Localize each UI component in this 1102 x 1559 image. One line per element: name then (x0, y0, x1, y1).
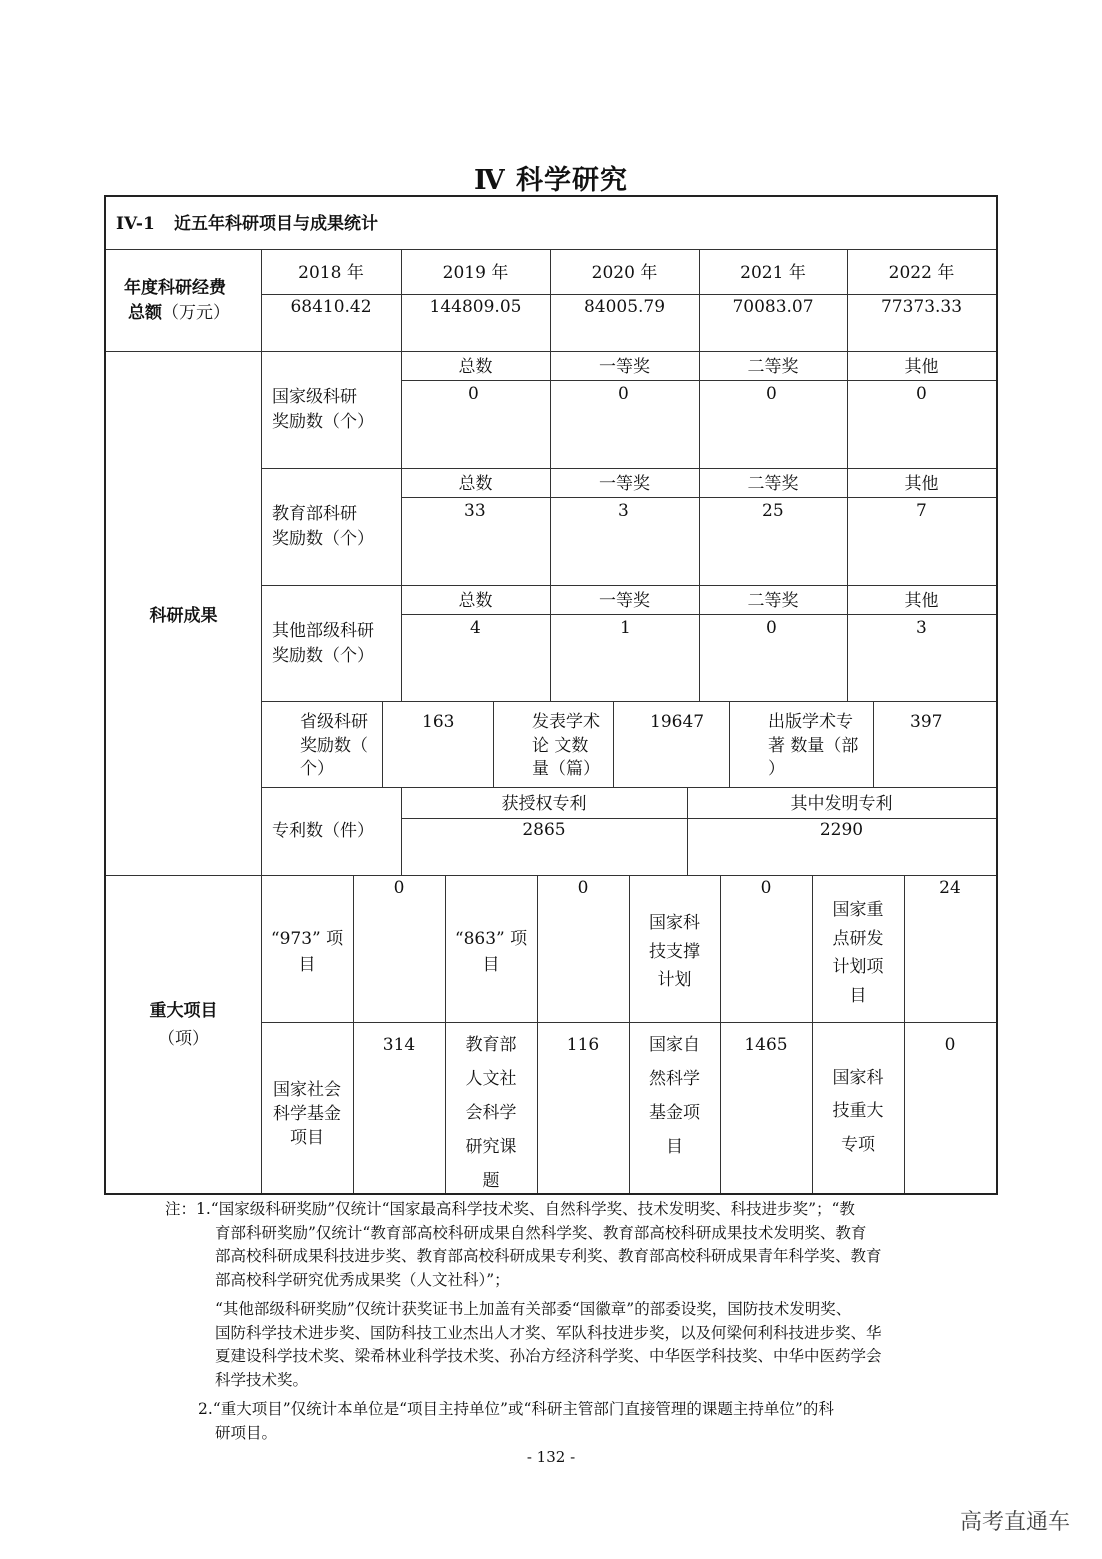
books-label: 著 数量（部 (768, 736, 859, 756)
social-science-value: 314 (382, 1035, 416, 1055)
col-header-other: 其他 (904, 591, 939, 611)
other-ministry-awards-label: 其他部级科研 (272, 621, 374, 641)
funding-value: 144809.05 (429, 297, 522, 317)
page-title: Ⅳ 科学研究 (473, 165, 629, 196)
funding-value: 84005.79 (583, 297, 666, 317)
col-header-other: 其他 (904, 474, 939, 494)
divider (493, 701, 494, 787)
year-2018: 2018 年 (298, 263, 364, 283)
ministry-first: 3 (618, 501, 629, 521)
divider (261, 787, 996, 788)
col-header-total: 总数 (458, 357, 493, 377)
tech-support-label: 国家科 (649, 913, 700, 933)
col-header-total: 总数 (458, 474, 493, 494)
tech-major-label: 技重大 (832, 1101, 884, 1121)
social-science-label: 国家社会 (273, 1080, 341, 1100)
moe-humanities-label: 教育部 (465, 1035, 517, 1055)
other-ministry-awards-label: 奖励数（个） (272, 646, 374, 666)
other-ministry-other: 3 (916, 618, 927, 638)
patents-granted-value: 2865 (522, 820, 566, 840)
project-973-value: 0 (393, 878, 405, 898)
notes (165, 1198, 945, 1445)
provincial-awards-label: 个） (300, 759, 334, 779)
project-973-label: 目 (298, 955, 316, 975)
national-total: 0 (468, 384, 479, 404)
national-second: 0 (766, 384, 777, 404)
project-863-label: “863” 项 (454, 929, 528, 949)
patents-granted-header: 获授权专利 (501, 794, 587, 814)
section-code: IV-1 (116, 214, 155, 234)
col-header-first: 一等奖 (599, 474, 650, 494)
papers-label: 论 文数 (532, 736, 589, 756)
books-label: ） (768, 759, 785, 779)
project-863-label: 目 (482, 955, 500, 975)
funding-value: 68410.42 (290, 297, 372, 317)
divider (382, 701, 383, 787)
nsf-label: 国家自 (649, 1035, 700, 1055)
note-line: 部高校科研成果科技进步奖、教育部高校科研成果专利奖、教育部高校科研成果青年科学奖、教育 (215, 1247, 882, 1265)
col-header-first: 一等奖 (599, 591, 650, 611)
note-line: 育部科研奖励”仅统计“教育部高校科研成果自然科学奖、教育部高校科研成果技术发明奖、教育 (215, 1223, 867, 1242)
section-title: 近五年科研项目与成果统计 (174, 214, 378, 234)
provincial-awards-value: 163 (422, 712, 455, 732)
col-header-total: 总数 (458, 591, 493, 611)
ministry-awards-label: 教育部科研 (272, 504, 357, 524)
note-line: 部高校科学研究优秀成果奖（人文社科）”； (215, 1270, 510, 1289)
other-ministry-first: 1 (620, 618, 631, 638)
patents-invention-header: 其中发明专利 (790, 794, 893, 814)
note-line: “其他部级科研奖励”仅统计获奖证书上加盖有关部委“国徽章”的部委设奖，国防技术发明奖、 (215, 1300, 852, 1318)
provincial-awards-label: 省级科研 (300, 712, 368, 732)
note-line: 研项目。 (215, 1423, 278, 1442)
divider (873, 701, 874, 787)
ministry-second: 25 (762, 501, 784, 521)
papers-label: 量（篇） (532, 759, 600, 779)
moe-humanities-label: 题 (482, 1171, 500, 1191)
note-line: 科学技术奖。 (215, 1370, 309, 1389)
divider (613, 701, 614, 787)
papers-value: 19647 (650, 712, 705, 732)
funding-value: 70083.07 (732, 297, 814, 317)
moe-humanities-label: 研究课 (465, 1137, 517, 1157)
col-header-second: 二等奖 (747, 474, 799, 494)
national-awards-label: 国家级科研 (272, 387, 357, 407)
social-science-label: 项目 (290, 1128, 324, 1148)
col-header-first: 一等奖 (599, 357, 650, 377)
tech-support-label: 技支撑 (649, 942, 700, 962)
other-ministry-second: 0 (766, 618, 777, 638)
note-line: 2.“重大项目”仅统计本单位是“项目主持单位”或“科研主管部门直接管理的课题主持单位”的科 (198, 1400, 834, 1418)
note-line: 注：1.“国家级科研奖励”仅统计“国家最高科学技术奖、自然科学奖、技术发明奖、科技进步奖”；“教 (165, 1200, 855, 1218)
year-2022: 2022 年 (888, 263, 955, 283)
divider (261, 468, 996, 469)
year-2019: 2019 年 (442, 263, 509, 283)
provincial-awards-label: 奖励数（ (300, 736, 368, 756)
tech-major-label: 国家科 (832, 1068, 884, 1088)
funding-unit: （万元） (162, 303, 230, 323)
divider (729, 701, 730, 787)
divider (261, 249, 262, 1193)
divider (106, 249, 996, 250)
major-projects-label: 重大项目 (149, 1001, 218, 1021)
tech-major-value: 0 (944, 1035, 956, 1055)
tech-major-label: 专项 (841, 1135, 875, 1155)
divider (106, 351, 996, 352)
tech-support-value: 0 (760, 878, 772, 898)
national-first: 0 (618, 384, 629, 404)
key-rd-label: 计划项 (832, 957, 884, 977)
project-973-label: “973” 项 (270, 929, 344, 949)
key-rd-label: 点研发 (832, 929, 884, 949)
funding-value: 77373.33 (880, 297, 963, 317)
nsf-value: 1465 (744, 1035, 788, 1055)
social-science-label: 科学基金 (273, 1104, 341, 1124)
col-header-second: 二等奖 (747, 591, 799, 611)
other-ministry-total: 4 (470, 618, 481, 638)
year-2020: 2020 年 (591, 263, 658, 283)
note-line: 夏建设科学技术奖、梁希林业科学技术奖、孙冶方经济科学奖、中华医学科技奖、中华中医药学会 (215, 1347, 882, 1365)
key-rd-label: 国家重 (832, 900, 884, 920)
col-header-other: 其他 (904, 357, 939, 377)
ministry-other: 7 (916, 501, 927, 521)
nsf-label: 目 (666, 1137, 683, 1157)
note-line: 国防科学技术进步奖、国防科技工业杰出人才奖、军队科技进步奖，以及何梁何利科技进步奖、华 (215, 1323, 882, 1342)
moe-humanities-value: 116 (566, 1035, 600, 1055)
nsf-label: 基金项 (649, 1103, 700, 1123)
nsf-label: 然科学 (649, 1069, 700, 1089)
ministry-awards-label: 奖励数（个） (272, 529, 374, 549)
watermark: 高考直通车 (960, 1510, 1071, 1535)
funding-label-bold: 总额 (128, 303, 162, 323)
achievements-label: 科研成果 (149, 606, 218, 626)
ministry-total: 33 (464, 501, 486, 521)
year-2021: 2021 年 (740, 263, 806, 283)
major-projects-unit: （项） (158, 1029, 209, 1049)
col-header-second: 二等奖 (747, 357, 799, 377)
moe-humanities-label: 会科学 (465, 1103, 517, 1123)
page-number: - 132 - (526, 1448, 576, 1466)
divider (261, 701, 996, 702)
funding-label-2 (128, 301, 230, 325)
key-rd-label: 目 (849, 986, 867, 1006)
patents-label: 专利数（件） (272, 821, 374, 841)
tech-support-label: 计划 (657, 970, 692, 990)
funding-label: 年度科研经费 (124, 278, 226, 298)
project-863-value: 0 (577, 878, 589, 898)
key-rd-value: 24 (939, 878, 961, 898)
stats-table (104, 195, 998, 1195)
papers-label: 发表学术 (532, 712, 600, 732)
national-other: 0 (916, 384, 927, 404)
patents-invention-value: 2290 (819, 820, 864, 840)
moe-humanities-label: 人文社 (465, 1069, 517, 1089)
books-value: 397 (910, 712, 943, 732)
national-awards-label: 奖励数（个） (272, 412, 374, 432)
divider (261, 585, 996, 586)
books-label: 出版学术专 (768, 712, 853, 732)
